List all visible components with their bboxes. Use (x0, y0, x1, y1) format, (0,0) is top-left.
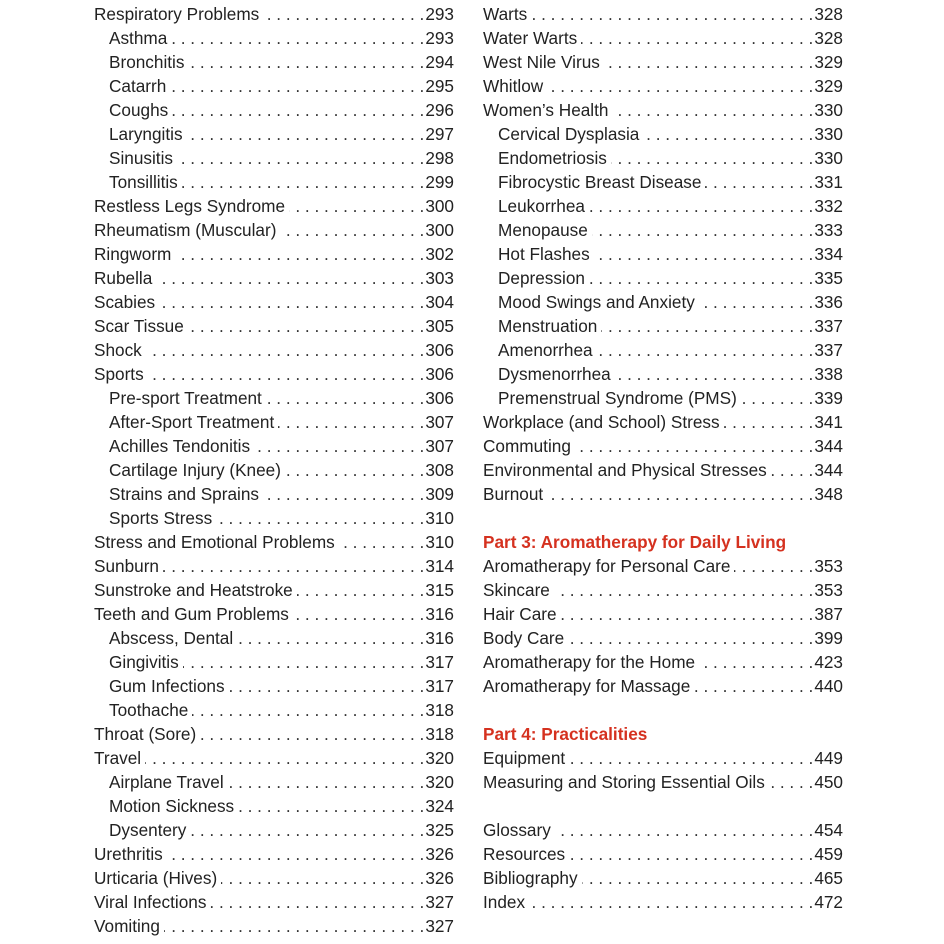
toc-entry-title: Achilles Tendonitis (109, 436, 251, 456)
toc-subentry-achilles-tendonitis (94, 434, 454, 458)
toc-page-number: 387 (814, 604, 843, 624)
toc-page-number: 472 (814, 892, 843, 912)
dot-leader (597, 338, 814, 362)
toc-entry-equipment (483, 746, 843, 770)
toc-subentry-bronchitis (94, 50, 454, 74)
toc-entry-urticaria-hives (94, 866, 454, 890)
toc-entry-title: Urethritis (94, 844, 163, 864)
toc-entry-title: Water Warts (483, 28, 578, 48)
toc-page-number: 328 (814, 4, 843, 24)
dot-leader (594, 242, 814, 266)
toc-entry-west-nile-virus (483, 50, 843, 74)
dot-leader (228, 770, 425, 794)
toc-entry-title: Index (483, 892, 526, 912)
dot-leader (221, 866, 424, 890)
toc-entry-burnout (483, 482, 843, 506)
dot-leader (164, 914, 424, 938)
toc-entry-title: Amenorrhea (498, 340, 593, 360)
dot-leader (569, 746, 813, 770)
toc-page-number: 303 (425, 268, 454, 288)
toc-entry-bibliography (483, 866, 843, 890)
toc-subentry-coughs (94, 98, 454, 122)
toc-subentry-catarrh (94, 74, 454, 98)
toc-subentry-laryngitis (94, 122, 454, 146)
dot-leader (547, 74, 813, 98)
toc-subentry-hot-flashes (483, 242, 843, 266)
toc-page-number: 302 (425, 244, 454, 264)
toc-entry-title: Laryngitis (109, 124, 183, 144)
toc-entry-title: Viral Infections (94, 892, 207, 912)
toc-entry-index (483, 890, 843, 914)
toc-subentry-motion-sickness (94, 794, 454, 818)
toc-page-number: 454 (814, 820, 843, 840)
dot-leader (200, 722, 424, 746)
toc-entry-title: Rheumatism (Muscular) (94, 220, 277, 240)
toc-entry-environmental-and-physical-stresses (483, 458, 843, 482)
toc-page-number: 329 (814, 52, 843, 72)
dot-leader (263, 2, 424, 26)
toc-entry-title: Menopause (498, 220, 588, 240)
toc-subentry-abscess-dental (94, 626, 454, 650)
dot-leader (238, 794, 424, 818)
toc-entry-title: Asthma (109, 28, 168, 48)
toc-entry-travel (94, 746, 454, 770)
toc-entry-title: Aromatherapy for Personal Care (483, 556, 731, 576)
toc-subentry-menopause (483, 218, 843, 242)
toc-entry-body-care (483, 626, 843, 650)
toc-entry-title: Bronchitis (109, 52, 185, 72)
toc-page-number: 310 (425, 508, 454, 528)
toc-page-number: 465 (814, 868, 843, 888)
toc-subentry-cartilage-injury-knee (94, 458, 454, 482)
toc-page-number: 310 (425, 532, 454, 552)
toc-entry-title: Whitlow (483, 76, 544, 96)
toc-entry-title: Leukorrhea (498, 196, 585, 216)
toc-entry-glossary (483, 818, 843, 842)
dot-leader (280, 218, 424, 242)
toc-page-number: 296 (425, 100, 454, 120)
dot-leader (589, 266, 813, 290)
toc-page-number: 308 (425, 460, 454, 480)
toc-right-column (483, 2, 843, 914)
toc-entry-measuring-and-storing-essential-oils (483, 770, 843, 794)
toc-subentry-tonsillitis (94, 170, 454, 194)
toc-entry-shock (94, 338, 454, 362)
dot-leader (581, 26, 813, 50)
toc-page-number: 297 (425, 124, 454, 144)
dot-leader (604, 50, 813, 74)
dot-leader (694, 674, 813, 698)
toc-subentry-gingivitis (94, 650, 454, 674)
toc-entry-title: Urticaria (Hives) (94, 868, 218, 888)
toc-entry-hair-care (483, 602, 843, 626)
toc-entry-title: Teeth and Gum Problems (94, 604, 289, 624)
toc-page-number: 318 (425, 700, 454, 720)
toc-entry-title: Burnout (483, 484, 544, 504)
dot-leader (293, 602, 424, 626)
toc-page-number: 423 (814, 652, 843, 672)
toc-page-number: 326 (425, 844, 454, 864)
toc-entry-title: Travel (94, 748, 142, 768)
toc-subentry-depression (483, 266, 843, 290)
dot-leader (216, 506, 424, 530)
dot-leader (612, 98, 813, 122)
toc-entry-title: Catarrh (109, 76, 167, 96)
toc-page-number: 306 (425, 364, 454, 384)
dot-leader (237, 626, 424, 650)
toc-subentry-dysmenorrhea (483, 362, 843, 386)
toc-entry-title: Mood Swings and Anxiety (498, 292, 695, 312)
toc-entry-title: Sunburn (94, 556, 159, 576)
toc-page-number: 307 (425, 436, 454, 456)
dot-leader (285, 458, 424, 482)
section-spacer (483, 698, 843, 722)
toc-entry-title: Body Care (483, 628, 565, 648)
dot-leader (167, 842, 425, 866)
dot-leader (188, 314, 425, 338)
toc-entry-title: Motion Sickness (109, 796, 235, 816)
toc-page-number: 330 (814, 124, 843, 144)
toc-entry-title: Glossary (483, 820, 551, 840)
toc-page-number: 320 (425, 772, 454, 792)
toc-entry-title: Respiratory Problems (94, 4, 260, 24)
dot-leader (569, 842, 813, 866)
toc-entry-sunstroke-and-heatstroke (94, 578, 454, 602)
toc-entry-restless-legs-syndrome (94, 194, 454, 218)
dot-leader (187, 122, 425, 146)
toc-entry-rubella (94, 266, 454, 290)
toc-entry-stress-and-emotional-problems (94, 530, 454, 554)
toc-entry-title: Stress and Emotional Problems (94, 532, 335, 552)
toc-page-number: 294 (425, 52, 454, 72)
toc-page-number: 299 (425, 172, 454, 192)
toc-entry-title: Commuting (483, 436, 571, 456)
dot-leader (643, 122, 813, 146)
toc-page-number: 344 (814, 436, 843, 456)
toc-page-number: 353 (814, 556, 843, 576)
toc-subentry-mood-swings-and-anxiety (483, 290, 843, 314)
toc-entry-aromatherapy-for-personal-care (483, 554, 843, 578)
toc-entry-title: Dysmenorrhea (498, 364, 611, 384)
dot-leader (254, 434, 424, 458)
toc-subentry-sports-stress (94, 506, 454, 530)
dot-leader (615, 362, 814, 386)
dot-leader (159, 290, 424, 314)
dot-leader (172, 98, 424, 122)
toc-entry-title: Hair Care (483, 604, 557, 624)
toc-subentry-amenorrhea (483, 338, 843, 362)
toc-entry-title: Gingivitis (109, 652, 179, 672)
toc-entry-sunburn (94, 554, 454, 578)
toc-entry-title: Dysentery (109, 820, 187, 840)
toc-entry-title: Fibrocystic Breast Disease (498, 172, 702, 192)
toc-entry-title: Menstruation (498, 316, 598, 336)
dot-leader (190, 818, 424, 842)
toc-entry-title: Bibliography (483, 868, 578, 888)
dot-leader (769, 770, 813, 794)
dot-leader (554, 578, 813, 602)
toc-entry-title: Resources (483, 844, 566, 864)
toc-entry-title: Scabies (94, 292, 156, 312)
toc-page-number: 344 (814, 460, 843, 480)
toc-entry-title: Endometriosis (498, 148, 607, 168)
toc-page-number: 332 (814, 196, 843, 216)
dot-leader (741, 386, 814, 410)
toc-entry-title: Warts (483, 4, 528, 24)
toc-page-number: 331 (814, 172, 843, 192)
toc-subentry-leukorrhea (483, 194, 843, 218)
toc-page-number: 333 (814, 220, 843, 240)
toc-entry-title: Gum Infections (109, 676, 225, 696)
dot-leader (705, 170, 813, 194)
toc-left-column (94, 2, 454, 938)
toc-entry-title: Skincare (483, 580, 550, 600)
toc-page-number: 399 (814, 628, 843, 648)
toc-page-number: 337 (814, 316, 843, 336)
dot-leader (145, 746, 424, 770)
toc-entry-title: Cervical Dysplasia (498, 124, 640, 144)
toc-entry-workplace-and-school-stress (483, 410, 843, 434)
toc-subentry-gum-infections (94, 674, 454, 698)
toc-subentry-endometriosis (483, 146, 843, 170)
toc-entry-rheumatism-muscular (94, 218, 454, 242)
dot-leader (531, 2, 813, 26)
toc-entry-title: Throat (Sore) (94, 724, 197, 744)
toc-page-number: 293 (425, 28, 454, 48)
dot-leader (192, 698, 424, 722)
toc-entry-resources (483, 842, 843, 866)
toc-entry-viral-infections (94, 890, 454, 914)
toc-entry-teeth-and-gum-problems (94, 602, 454, 626)
toc-entry-commuting (483, 434, 843, 458)
toc-page-number: 330 (814, 148, 843, 168)
dot-leader (175, 242, 424, 266)
dot-leader (589, 194, 813, 218)
toc-page-number: 449 (814, 748, 843, 768)
toc-page-number: 300 (425, 196, 454, 216)
dot-leader (724, 410, 814, 434)
toc-entry-title: Equipment (483, 748, 566, 768)
toc-subentry-sinusitis (94, 146, 454, 170)
toc-entry-title: Shock (94, 340, 142, 360)
toc-page-number: 300 (425, 220, 454, 240)
dot-leader (263, 482, 424, 506)
dot-leader (592, 218, 813, 242)
toc-entry-title: Pre-sport Treatment (109, 388, 262, 408)
dot-leader (529, 890, 813, 914)
toc-page-number: 329 (814, 76, 843, 96)
toc-page-number: 324 (425, 796, 454, 816)
toc-entry-title: Sports Stress (109, 508, 213, 528)
toc-subentry-cervical-dysplasia (483, 122, 843, 146)
toc-entry-scar-tissue (94, 314, 454, 338)
toc-entry-title: Rubella (94, 268, 153, 288)
dot-leader (297, 578, 425, 602)
toc-subentry-airplane-travel (94, 770, 454, 794)
toc-entry-title: Environmental and Physical Stresses (483, 460, 767, 480)
toc-entry-title: Restless Legs Syndrome (94, 196, 286, 216)
dot-leader (289, 194, 424, 218)
toc-page-number: 338 (814, 364, 843, 384)
toc-page-number: 334 (814, 244, 843, 264)
toc-entry-ringworm (94, 242, 454, 266)
toc-subentry-asthma (94, 26, 454, 50)
dot-leader (611, 146, 813, 170)
toc-part-heading: Part 3: Aromatherapy for Daily Living (483, 532, 787, 552)
toc-page-number: 306 (425, 388, 454, 408)
dot-leader (734, 554, 813, 578)
dot-leader (699, 290, 813, 314)
toc-entry-title: Workplace (and School) Stress (483, 412, 720, 432)
dot-leader (171, 26, 424, 50)
dot-leader (568, 626, 813, 650)
toc-page-number: 315 (425, 580, 454, 600)
toc-entry-title: Sports (94, 364, 144, 384)
toc-entry-title: Cartilage Injury (Knee) (109, 460, 281, 480)
dot-leader (156, 266, 424, 290)
toc-page-number: 348 (814, 484, 843, 504)
toc-page-number: 293 (425, 4, 454, 24)
toc-page-number: 328 (814, 28, 843, 48)
toc-page-number: 304 (425, 292, 454, 312)
toc-page-number: 335 (814, 268, 843, 288)
toc-subentry-dysentery (94, 818, 454, 842)
toc-subentry-fibrocystic-breast-disease (483, 170, 843, 194)
toc-subentry-menstruation (483, 314, 843, 338)
toc-page-number: 309 (425, 484, 454, 504)
dot-leader (561, 602, 814, 626)
toc-entry-scabies (94, 290, 454, 314)
toc-entry-title: Tonsillitis (109, 172, 178, 192)
dot-leader (182, 170, 425, 194)
dot-leader (771, 458, 814, 482)
toc-entry-title: Abscess, Dental (109, 628, 234, 648)
toc-entry-title: After-Sport Treatment (109, 412, 275, 432)
toc-entry-urethritis (94, 842, 454, 866)
toc-page-number: 295 (425, 76, 454, 96)
dot-leader (146, 338, 425, 362)
toc-part-heading: Part 4: Practicalities (483, 724, 648, 744)
dot-leader (547, 482, 813, 506)
toc-entry-title: Depression (498, 268, 585, 288)
toc-page-number: 316 (425, 628, 454, 648)
toc-entry-title: Coughs (109, 100, 169, 120)
toc-page-number: 314 (425, 556, 454, 576)
toc-page-number: 337 (814, 340, 843, 360)
toc-page-number: 326 (425, 868, 454, 888)
toc-entry-throat-sore (94, 722, 454, 746)
toc-subentry-premenstrual-syndrome-pms (483, 386, 843, 410)
toc-entry-title: Vomiting (94, 916, 160, 936)
toc-page-number: 325 (425, 820, 454, 840)
toc-page-number: 307 (425, 412, 454, 432)
dot-leader (210, 890, 424, 914)
toc-subentry-after-sport-treatment (94, 410, 454, 434)
toc-page-number: 353 (814, 580, 843, 600)
section-spacer (483, 794, 843, 818)
dot-leader (266, 386, 424, 410)
toc-entry-title: Premenstrual Syndrome (PMS) (498, 388, 737, 408)
dot-leader (188, 50, 424, 74)
toc-page-number: 316 (425, 604, 454, 624)
toc-page-number: 450 (814, 772, 843, 792)
toc-page-number: 330 (814, 100, 843, 120)
toc-page-number: 339 (814, 388, 843, 408)
toc-page-number: 306 (425, 340, 454, 360)
toc-page-number: 341 (814, 412, 843, 432)
dot-leader (229, 674, 425, 698)
toc-entry-title: West Nile Virus (483, 52, 600, 72)
toc-entry-title: Aromatherapy for Massage (483, 676, 691, 696)
toc-page-number: 317 (425, 676, 454, 696)
dot-leader (339, 530, 425, 554)
toc-entry-aromatherapy-for-massage (483, 674, 843, 698)
section-spacer (483, 506, 843, 530)
dot-leader (278, 410, 424, 434)
toc-page-number: 327 (425, 916, 454, 936)
dot-leader (163, 554, 424, 578)
toc-entry-sports (94, 362, 454, 386)
toc-entry-title: Airplane Travel (109, 772, 224, 792)
toc-entry-title: Aromatherapy for the Home (483, 652, 696, 672)
toc-entry-title: Scar Tissue (94, 316, 184, 336)
toc-entry-title: Measuring and Storing Essential Oils (483, 772, 765, 792)
toc-entry-water-warts (483, 26, 843, 50)
toc-page-number: 320 (425, 748, 454, 768)
toc-entry-women-s-health (483, 98, 843, 122)
toc-entry-vomiting (94, 914, 454, 938)
dot-leader (699, 650, 813, 674)
toc-entry-title: Strains and Sprains (109, 484, 259, 504)
toc-page-number: 459 (814, 844, 843, 864)
toc-entry-title: Ringworm (94, 244, 172, 264)
dot-leader (183, 650, 425, 674)
dot-leader (582, 866, 814, 890)
dot-leader (601, 314, 813, 338)
toc-subentry-pre-sport-treatment (94, 386, 454, 410)
toc-entry-title: Toothache (109, 700, 189, 720)
toc-entry-title: Women’s Health (483, 100, 609, 120)
toc-entry-title: Sunstroke and Heatstroke (94, 580, 293, 600)
toc-page-number: 440 (814, 676, 843, 696)
dot-leader (555, 818, 814, 842)
toc-entry-respiratory-problems (94, 2, 454, 26)
dot-leader (177, 146, 424, 170)
toc-page-number: 305 (425, 316, 454, 336)
toc-page-number: 318 (425, 724, 454, 744)
toc-page-number: 317 (425, 652, 454, 672)
toc-entry-title: Hot Flashes (498, 244, 590, 264)
toc-entry-whitlow (483, 74, 843, 98)
toc-entry-warts (483, 2, 843, 26)
toc-subentry-strains-and-sprains (94, 482, 454, 506)
toc-page-number: 327 (425, 892, 454, 912)
dot-leader (148, 362, 425, 386)
toc-subentry-toothache (94, 698, 454, 722)
dot-leader (575, 434, 813, 458)
toc-page-number: 336 (814, 292, 843, 312)
toc-entry-aromatherapy-for-the-home (483, 650, 843, 674)
toc-page-number: 298 (425, 148, 454, 168)
toc-entry-title: Sinusitis (109, 148, 173, 168)
toc-entry-skincare (483, 578, 843, 602)
dot-leader (170, 74, 424, 98)
